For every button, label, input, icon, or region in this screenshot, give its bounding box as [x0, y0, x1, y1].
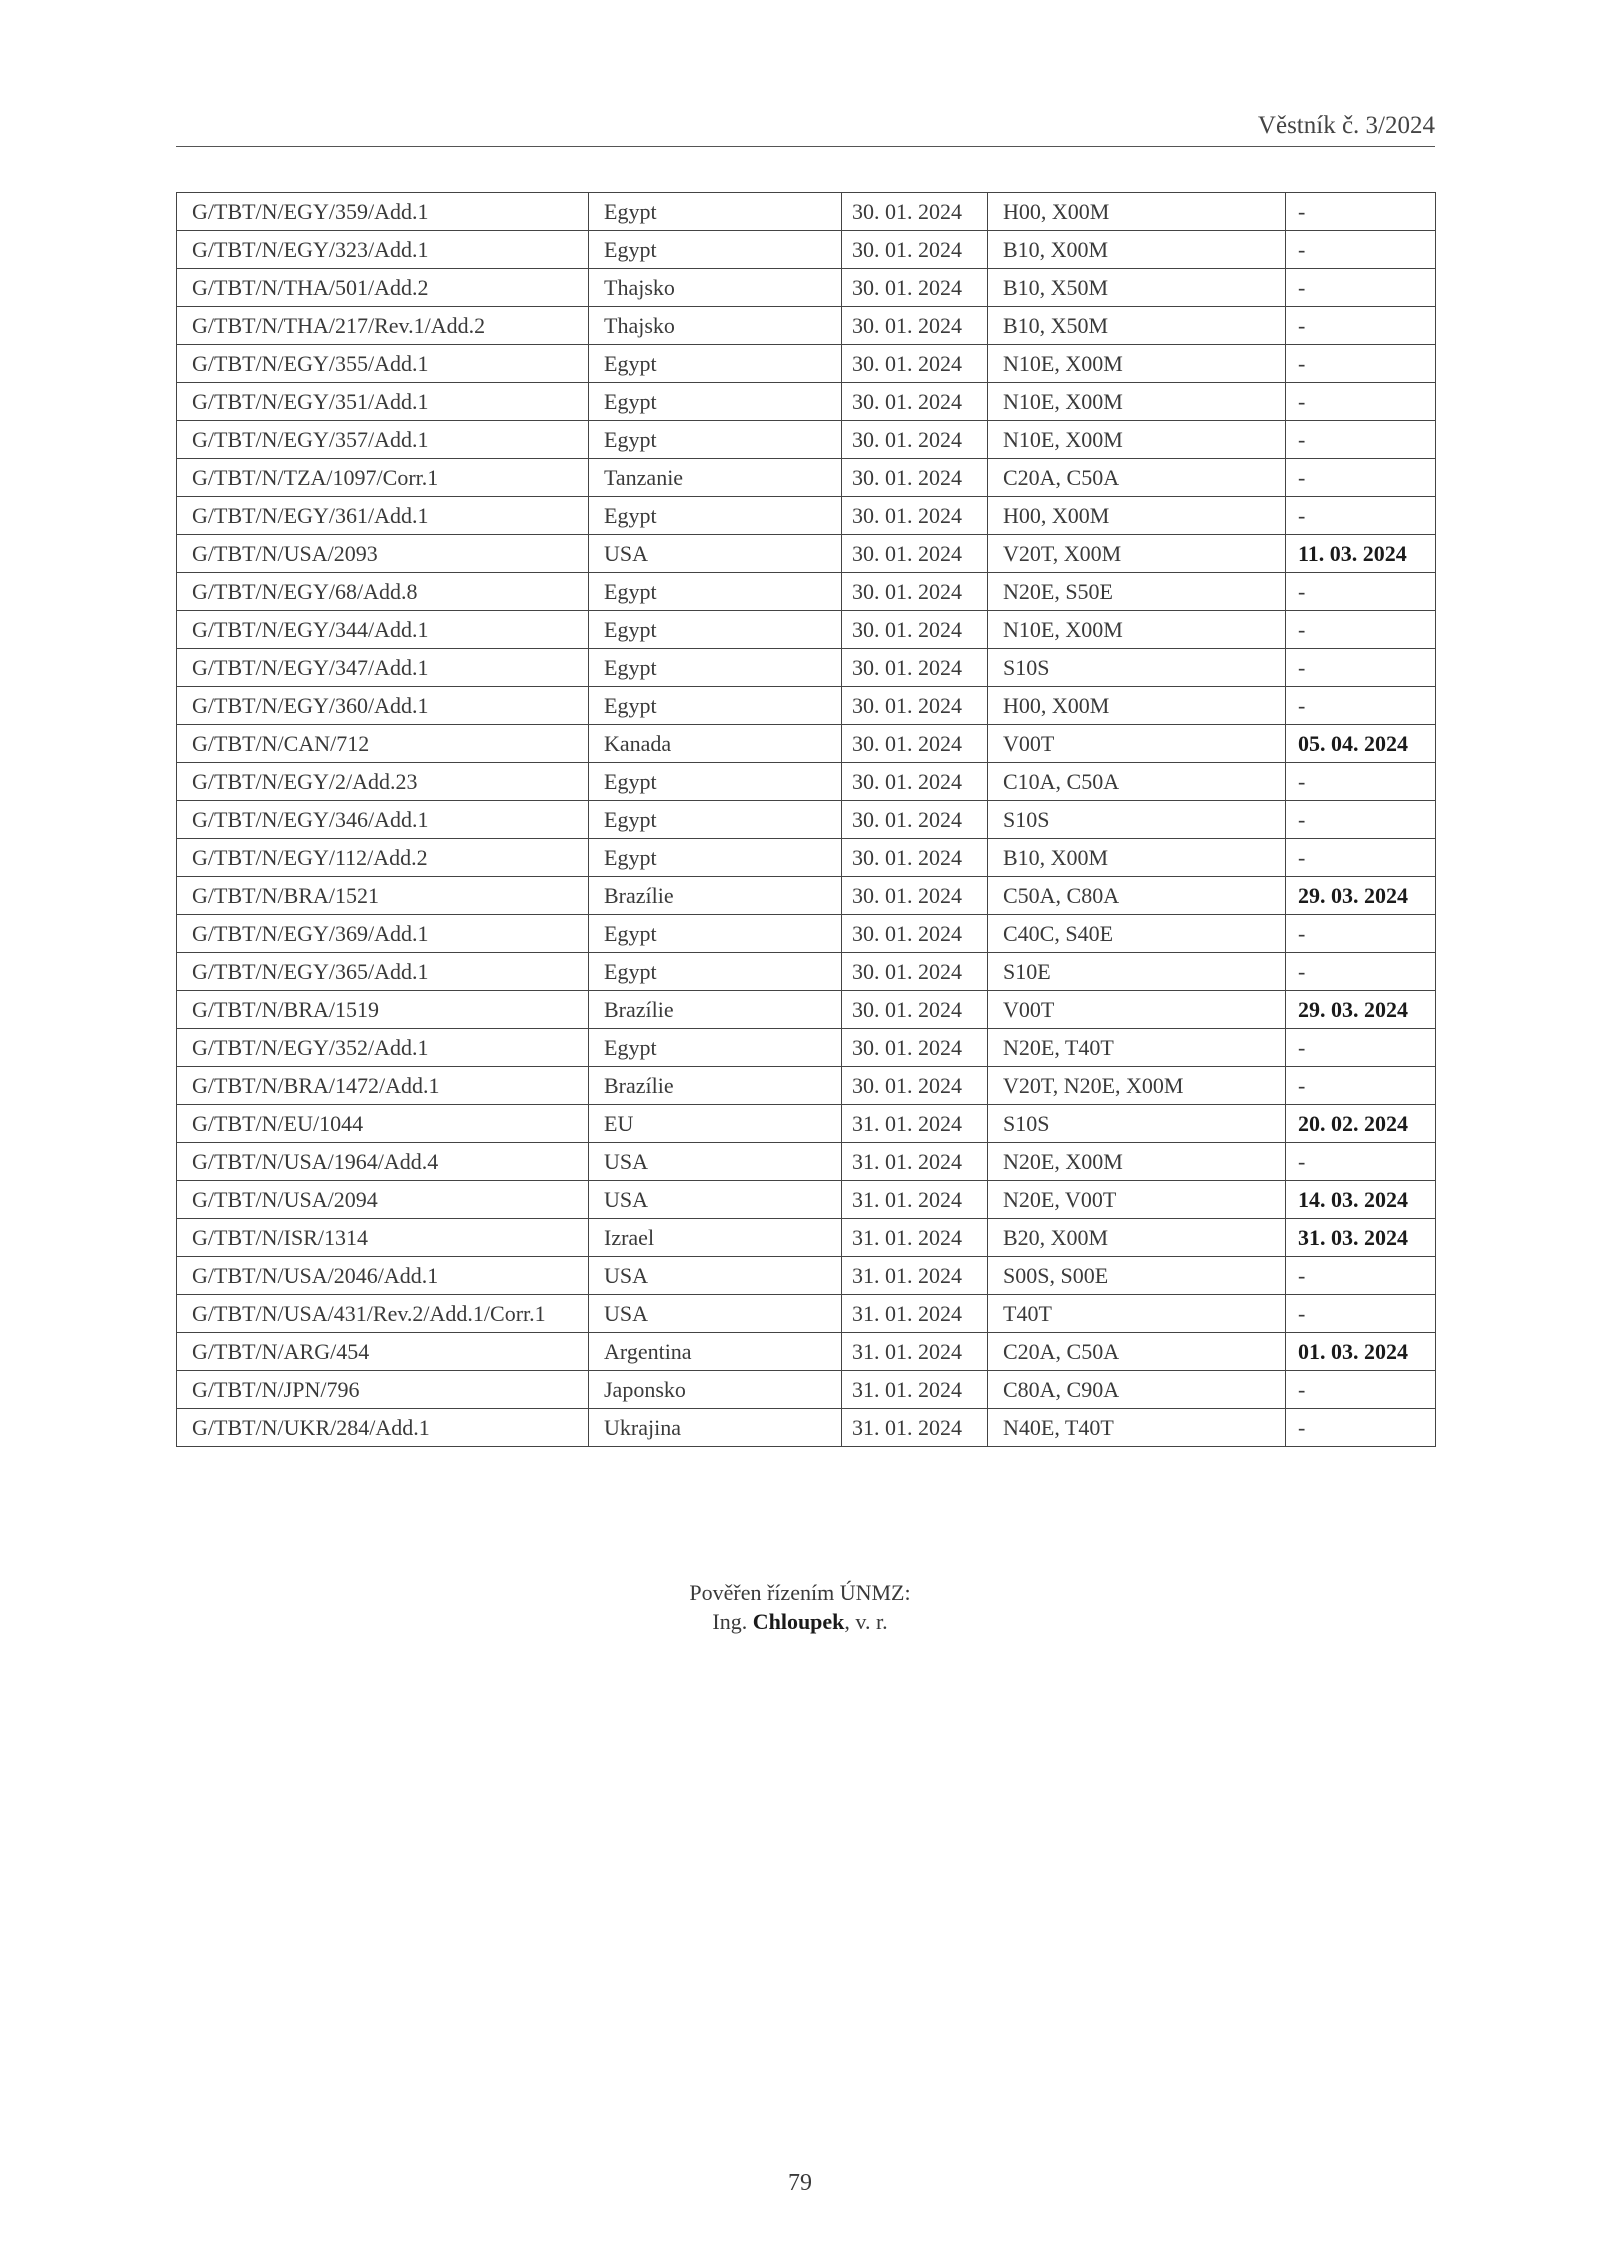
ics-codes: N10E, X00M: [988, 345, 1286, 383]
comment-deadline: -: [1286, 1029, 1436, 1067]
notifications-table-body: [177, 193, 1436, 1447]
ics-codes: V20T, N20E, X00M: [988, 1067, 1286, 1105]
ics-codes: T40T: [988, 1295, 1286, 1333]
notification-code: G/TBT/N/BRA/1472/Add.1: [177, 1067, 589, 1105]
ics-codes: N20E, S50E: [988, 573, 1286, 611]
notification-code: G/TBT/N/EGY/112/Add.2: [177, 839, 589, 877]
notification-code: G/TBT/N/USA/431/Rev.2/Add.1/Corr.1: [177, 1295, 589, 1333]
country-name: Argentina: [589, 1333, 842, 1371]
ics-codes: S10E: [988, 953, 1286, 991]
country-name: Egypt: [589, 915, 842, 953]
ics-codes: N10E, X00M: [988, 611, 1286, 649]
ics-codes: B10, X50M: [988, 307, 1286, 345]
ics-codes: H00, X00M: [988, 497, 1286, 535]
notification-code: G/TBT/N/EGY/323/Add.1: [177, 231, 589, 269]
ics-codes: H00, X00M: [988, 193, 1286, 231]
notification-date: 30. 01. 2024: [842, 611, 988, 649]
notification-code: G/TBT/N/EGY/359/Add.1: [177, 193, 589, 231]
ics-codes: H00, X00M: [988, 687, 1286, 725]
country-name: Japonsko: [589, 1371, 842, 1409]
comment-deadline: -: [1286, 459, 1436, 497]
notification-date: 30. 01. 2024: [842, 1029, 988, 1067]
comment-deadline: -: [1286, 193, 1436, 231]
notification-code: G/TBT/N/TZA/1097/Corr.1: [177, 459, 589, 497]
notification-code: G/TBT/N/USA/2094: [177, 1181, 589, 1219]
table-row: [177, 687, 1436, 725]
signature-suffix: , v. r.: [844, 1609, 888, 1634]
comment-deadline: -: [1286, 1409, 1436, 1447]
table-row: [177, 1333, 1436, 1371]
ics-codes: B10, X00M: [988, 839, 1286, 877]
signatory-name: Chloupek: [752, 1609, 845, 1634]
country-name: Brazílie: [589, 1067, 842, 1105]
notification-code: G/TBT/N/EGY/352/Add.1: [177, 1029, 589, 1067]
notification-code: G/TBT/N/EGY/344/Add.1: [177, 611, 589, 649]
ics-codes: V00T: [988, 991, 1286, 1029]
notifications-table: [176, 192, 1436, 1447]
ics-codes: B20, X00M: [988, 1219, 1286, 1257]
comment-deadline: 20. 02. 2024: [1286, 1105, 1436, 1143]
table-row: [177, 1143, 1436, 1181]
ics-codes: N40E, T40T: [988, 1409, 1286, 1447]
comment-deadline: -: [1286, 307, 1436, 345]
country-name: Egypt: [589, 1029, 842, 1067]
table-row: [177, 1029, 1436, 1067]
signature-line: [0, 1607, 1600, 1636]
table-row: [177, 725, 1436, 763]
table-row: [177, 1219, 1436, 1257]
ics-codes: C20A, C50A: [988, 459, 1286, 497]
table-row: [177, 231, 1436, 269]
notification-date: 31. 01. 2024: [842, 1143, 988, 1181]
signature-block: [0, 1578, 1600, 1636]
notification-code: G/TBT/N/EGY/347/Add.1: [177, 649, 589, 687]
ics-codes: C80A, C90A: [988, 1371, 1286, 1409]
table-row: [177, 1295, 1436, 1333]
ics-codes: N20E, T40T: [988, 1029, 1286, 1067]
table-row: [177, 1105, 1436, 1143]
table-row: [177, 839, 1436, 877]
comment-deadline: -: [1286, 839, 1436, 877]
notification-date: 30. 01. 2024: [842, 877, 988, 915]
country-name: Egypt: [589, 231, 842, 269]
notification-date: 31. 01. 2024: [842, 1181, 988, 1219]
country-name: Egypt: [589, 687, 842, 725]
notification-code: G/TBT/N/EGY/361/Add.1: [177, 497, 589, 535]
notification-date: 30. 01. 2024: [842, 345, 988, 383]
ics-codes: S10S: [988, 649, 1286, 687]
notification-date: 30. 01. 2024: [842, 193, 988, 231]
notification-date: 31. 01. 2024: [842, 1333, 988, 1371]
comment-deadline: -: [1286, 497, 1436, 535]
comment-deadline: -: [1286, 1257, 1436, 1295]
table-row: [177, 915, 1436, 953]
comment-deadline: -: [1286, 1143, 1436, 1181]
country-name: Egypt: [589, 763, 842, 801]
country-name: Egypt: [589, 649, 842, 687]
notification-date: 31. 01. 2024: [842, 1257, 988, 1295]
signature-role: Pověřen řízením ÚNMZ:: [689, 1580, 911, 1605]
country-name: Thajsko: [589, 269, 842, 307]
bulletin-title: Věstník č. 3/2024: [1257, 112, 1435, 139]
ics-codes: N10E, X00M: [988, 421, 1286, 459]
notification-date: 30. 01. 2024: [842, 915, 988, 953]
comment-deadline: -: [1286, 763, 1436, 801]
notification-date: 30. 01. 2024: [842, 687, 988, 725]
signature-prefix: Ing.: [712, 1609, 753, 1634]
comment-deadline: 29. 03. 2024: [1286, 991, 1436, 1029]
table-row: [177, 1257, 1436, 1295]
table-row: [177, 649, 1436, 687]
table-row: [177, 269, 1436, 307]
notification-date: 30. 01. 2024: [842, 725, 988, 763]
comment-deadline: 11. 03. 2024: [1286, 535, 1436, 573]
comment-deadline: -: [1286, 687, 1436, 725]
country-name: Egypt: [589, 345, 842, 383]
ics-codes: V00T: [988, 725, 1286, 763]
country-name: Egypt: [589, 573, 842, 611]
table-row: [177, 459, 1436, 497]
country-name: Egypt: [589, 801, 842, 839]
table-row: [177, 383, 1436, 421]
comment-deadline: -: [1286, 953, 1436, 991]
notification-code: G/TBT/N/EGY/360/Add.1: [177, 687, 589, 725]
notification-code: G/TBT/N/EGY/365/Add.1: [177, 953, 589, 991]
ics-codes: S10S: [988, 801, 1286, 839]
notification-code: G/TBT/N/UKR/284/Add.1: [177, 1409, 589, 1447]
ics-codes: B10, X50M: [988, 269, 1286, 307]
notification-date: 30. 01. 2024: [842, 497, 988, 535]
notification-date: 30. 01. 2024: [842, 839, 988, 877]
notification-date: 31. 01. 2024: [842, 1105, 988, 1143]
ics-codes: C50A, C80A: [988, 877, 1286, 915]
country-name: USA: [589, 1143, 842, 1181]
notification-code: G/TBT/N/JPN/796: [177, 1371, 589, 1409]
table-row: [177, 1067, 1436, 1105]
notification-code: G/TBT/N/USA/2093: [177, 535, 589, 573]
notification-date: 30. 01. 2024: [842, 1067, 988, 1105]
notification-code: G/TBT/N/EU/1044: [177, 1105, 589, 1143]
country-name: Egypt: [589, 193, 842, 231]
notification-date: 30. 01. 2024: [842, 649, 988, 687]
table-row: [177, 1409, 1436, 1447]
comment-deadline: 14. 03. 2024: [1286, 1181, 1436, 1219]
ics-codes: C20A, C50A: [988, 1333, 1286, 1371]
comment-deadline: -: [1286, 611, 1436, 649]
comment-deadline: 01. 03. 2024: [1286, 1333, 1436, 1371]
ics-codes: N10E, X00M: [988, 383, 1286, 421]
country-name: Egypt: [589, 383, 842, 421]
table-row: [177, 497, 1436, 535]
country-name: Egypt: [589, 611, 842, 649]
table-row: [177, 1371, 1436, 1409]
ics-codes: B10, X00M: [988, 231, 1286, 269]
comment-deadline: -: [1286, 269, 1436, 307]
country-name: Thajsko: [589, 307, 842, 345]
country-name: Egypt: [589, 839, 842, 877]
ics-codes: S10S: [988, 1105, 1286, 1143]
page-number: 79: [788, 2170, 812, 2196]
notification-code: G/TBT/N/EGY/68/Add.8: [177, 573, 589, 611]
table-row: [177, 421, 1436, 459]
table-row: [177, 763, 1436, 801]
country-name: USA: [589, 1181, 842, 1219]
notification-code: G/TBT/N/USA/1964/Add.4: [177, 1143, 589, 1181]
comment-deadline: -: [1286, 383, 1436, 421]
country-name: USA: [589, 1257, 842, 1295]
comment-deadline: -: [1286, 231, 1436, 269]
country-name: USA: [589, 1295, 842, 1333]
ics-codes: C40C, S40E: [988, 915, 1286, 953]
comment-deadline: -: [1286, 421, 1436, 459]
notification-date: 31. 01. 2024: [842, 1371, 988, 1409]
comment-deadline: 31. 03. 2024: [1286, 1219, 1436, 1257]
notification-date: 30. 01. 2024: [842, 421, 988, 459]
notification-date: 30. 01. 2024: [842, 459, 988, 497]
notification-code: G/TBT/N/EGY/369/Add.1: [177, 915, 589, 953]
comment-deadline: 05. 04. 2024: [1286, 725, 1436, 763]
country-name: Ukrajina: [589, 1409, 842, 1447]
country-name: Kanada: [589, 725, 842, 763]
notification-date: 31. 01. 2024: [842, 1409, 988, 1447]
comment-deadline: 29. 03. 2024: [1286, 877, 1436, 915]
notification-code: G/TBT/N/BRA/1521: [177, 877, 589, 915]
ics-codes: N20E, V00T: [988, 1181, 1286, 1219]
notification-code: G/TBT/N/EGY/2/Add.23: [177, 763, 589, 801]
notification-code: G/TBT/N/THA/217/Rev.1/Add.2: [177, 307, 589, 345]
country-name: Brazílie: [589, 877, 842, 915]
ics-codes: N20E, X00M: [988, 1143, 1286, 1181]
country-name: Tanzanie: [589, 459, 842, 497]
notification-date: 30. 01. 2024: [842, 953, 988, 991]
table-row: [177, 345, 1436, 383]
comment-deadline: -: [1286, 1067, 1436, 1105]
notification-code: G/TBT/N/USA/2046/Add.1: [177, 1257, 589, 1295]
notification-date: 30. 01. 2024: [842, 801, 988, 839]
ics-codes: V20T, X00M: [988, 535, 1286, 573]
notification-date: 30. 01. 2024: [842, 231, 988, 269]
table-row: [177, 193, 1436, 231]
notification-code: G/TBT/N/THA/501/Add.2: [177, 269, 589, 307]
table-row: [177, 991, 1436, 1029]
notification-code: G/TBT/N/CAN/712: [177, 725, 589, 763]
table-row: [177, 611, 1436, 649]
notification-code: G/TBT/N/ISR/1314: [177, 1219, 589, 1257]
comment-deadline: -: [1286, 649, 1436, 687]
table-row: [177, 573, 1436, 611]
notification-code: G/TBT/N/BRA/1519: [177, 991, 589, 1029]
table-row: [177, 1181, 1436, 1219]
table-row: [177, 535, 1436, 573]
notification-date: 30. 01. 2024: [842, 307, 988, 345]
table-row: [177, 953, 1436, 991]
country-name: Egypt: [589, 497, 842, 535]
country-name: Egypt: [589, 421, 842, 459]
notification-date: 31. 01. 2024: [842, 1295, 988, 1333]
notification-date: 30. 01. 2024: [842, 763, 988, 801]
table-row: [177, 877, 1436, 915]
notification-code: G/TBT/N/EGY/357/Add.1: [177, 421, 589, 459]
comment-deadline: -: [1286, 573, 1436, 611]
notification-date: 30. 01. 2024: [842, 535, 988, 573]
country-name: Izrael: [589, 1219, 842, 1257]
notification-date: 30. 01. 2024: [842, 383, 988, 421]
comment-deadline: -: [1286, 345, 1436, 383]
comment-deadline: -: [1286, 1371, 1436, 1409]
comment-deadline: -: [1286, 915, 1436, 953]
country-name: Egypt: [589, 953, 842, 991]
notification-date: 30. 01. 2024: [842, 573, 988, 611]
notification-code: G/TBT/N/EGY/351/Add.1: [177, 383, 589, 421]
page-header: [176, 112, 1435, 147]
notification-code: G/TBT/N/EGY/346/Add.1: [177, 801, 589, 839]
notification-date: 31. 01. 2024: [842, 1219, 988, 1257]
comment-deadline: -: [1286, 1295, 1436, 1333]
comment-deadline: -: [1286, 801, 1436, 839]
country-name: EU: [589, 1105, 842, 1143]
table-row: [177, 801, 1436, 839]
ics-codes: S00S, S00E: [988, 1257, 1286, 1295]
notification-date: 30. 01. 2024: [842, 269, 988, 307]
notification-code: G/TBT/N/ARG/454: [177, 1333, 589, 1371]
notification-code: G/TBT/N/EGY/355/Add.1: [177, 345, 589, 383]
country-name: USA: [589, 535, 842, 573]
table-row: [177, 307, 1436, 345]
country-name: Brazílie: [589, 991, 842, 1029]
ics-codes: C10A, C50A: [988, 763, 1286, 801]
notification-date: 30. 01. 2024: [842, 991, 988, 1029]
